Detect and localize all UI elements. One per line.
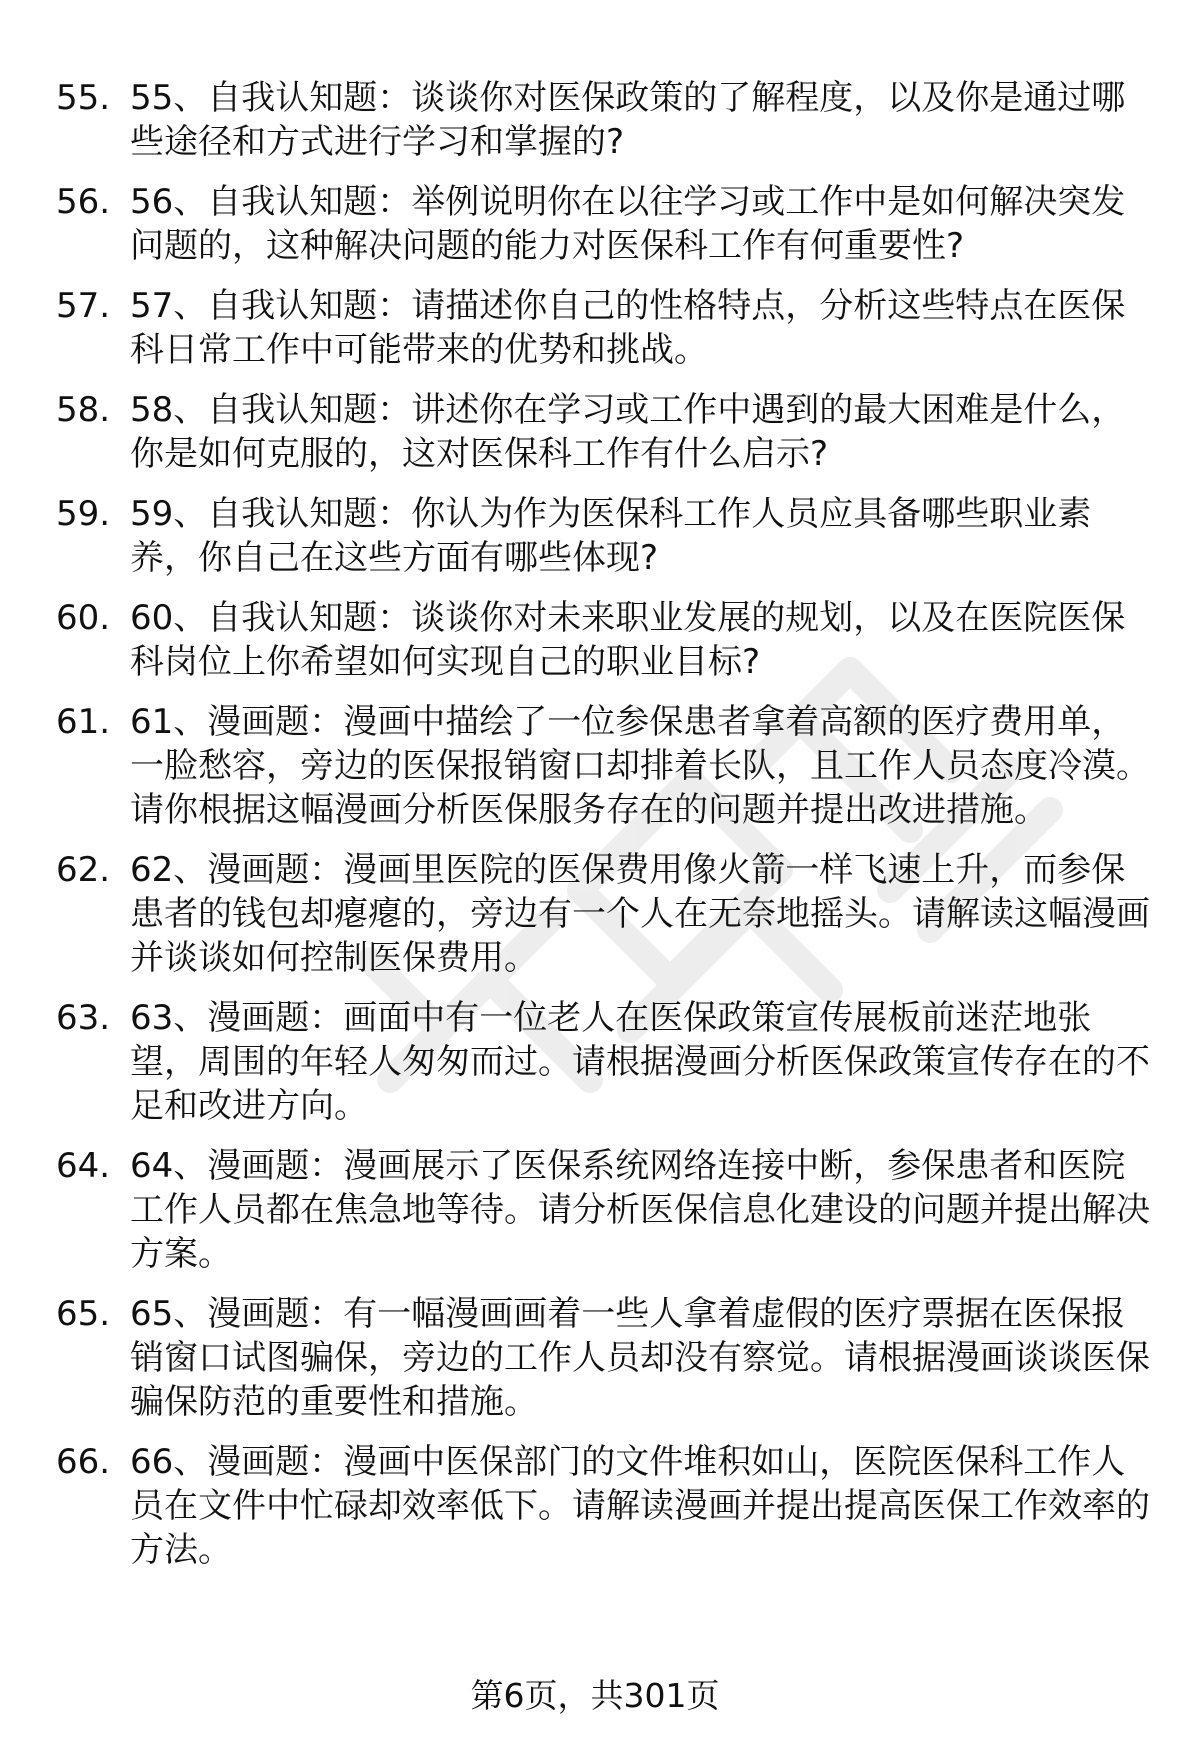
question-text: 59、自我认知题：你认为作为医保科工作人员应具备哪些职业素养，你自己在这些方面有哪些体现? — [130, 494, 1092, 578]
question-number: 63. — [56, 998, 111, 1038]
question-item — [56, 1440, 1156, 1572]
question-item — [56, 1292, 1156, 1424]
question-text: 62、漫画题：漫画里医院的医保费用像火箭一样飞速上升，而参保患者的钱包却瘪瘪的，旁边有一个人在无奈地摇头。请解读这幅漫画并谈谈如何控制医保费用。 — [130, 850, 1150, 978]
question-number: 66. — [56, 1442, 111, 1482]
question-item — [56, 388, 1156, 476]
question-number: 59. — [56, 494, 111, 534]
question-item — [56, 284, 1156, 372]
question-text: 64、漫画题：漫画展示了医保系统网络连接中断，参保患者和医院工作人员都在焦急地等待。请分析医保信息化建设的问题并提出解决方案。 — [130, 1146, 1150, 1274]
question-number: 55. — [56, 78, 111, 118]
question-item — [56, 76, 1156, 164]
question-number: 57. — [56, 286, 111, 326]
question-text: 55、自我认知题：谈谈你对医保政策的了解程度，以及你是通过哪些途径和方式进行学习和掌握的? — [130, 78, 1126, 162]
question-number: 64. — [56, 1146, 111, 1186]
question-number: 62. — [56, 850, 111, 890]
question-text: 60、自我认知题：谈谈你对未来职业发展的规划，以及在医院医保科岗位上你希望如何实现自己的职业目标? — [130, 598, 1126, 682]
question-number: 58. — [56, 390, 111, 430]
question-text: 65、漫画题：有一幅漫画画着一些人拿着虚假的医疗票据在医保报销窗口试图骗保，旁边的工作人员却没有察觉。请根据漫画谈谈医保骗保防范的重要性和措施。 — [130, 1294, 1150, 1422]
question-item — [56, 996, 1156, 1128]
question-text: 57、自我认知题：请描述你自己的性格特点，分析这些特点在医保科日常工作中可能带来的优势和挑战。 — [130, 286, 1126, 370]
question-item — [56, 180, 1156, 268]
question-item — [56, 1144, 1156, 1276]
question-text: 58、自我认知题：讲述你在学习或工作中遇到的最大困难是什么，你是如何克服的，这对医保科工作有什么启示? — [130, 390, 1126, 474]
question-item — [56, 848, 1156, 980]
question-item — [56, 492, 1156, 580]
page-footer: 第6页，共301页 — [470, 1676, 720, 1715]
question-number: 60. — [56, 598, 111, 638]
question-number: 56. — [56, 182, 111, 222]
question-text: 56、自我认知题：举例说明你在以往学习或工作中是如何解决突发问题的，这种解决问题的能力对医保科工作有何重要性? — [130, 182, 1126, 266]
question-item — [56, 596, 1156, 684]
question-item — [56, 700, 1156, 832]
question-list — [56, 76, 1156, 1588]
question-text: 66、漫画题：漫画中医保部门的文件堆积如山，医院医保科工作人员在文件中忙碌却效率低下。请解读漫画并提出提高医保工作效率的方法。 — [130, 1442, 1150, 1570]
question-text: 61、漫画题：漫画中描绘了一位参保患者拿着高额的医疗费用单，一脸愁容，旁边的医保报销窗口却排着长队，且工作人员态度冷漠。请你根据这幅漫画分析医保服务存在的问题并提出改进措施。 — [130, 702, 1150, 830]
question-number: 65. — [56, 1294, 111, 1334]
question-text: 63、漫画题：画面中有一位老人在医保政策宣传展板前迷茫地张望，周围的年轻人匆匆而过。请根据漫画分析医保政策宣传存在的不足和改进方向。 — [130, 998, 1150, 1126]
question-number: 61. — [56, 702, 111, 742]
